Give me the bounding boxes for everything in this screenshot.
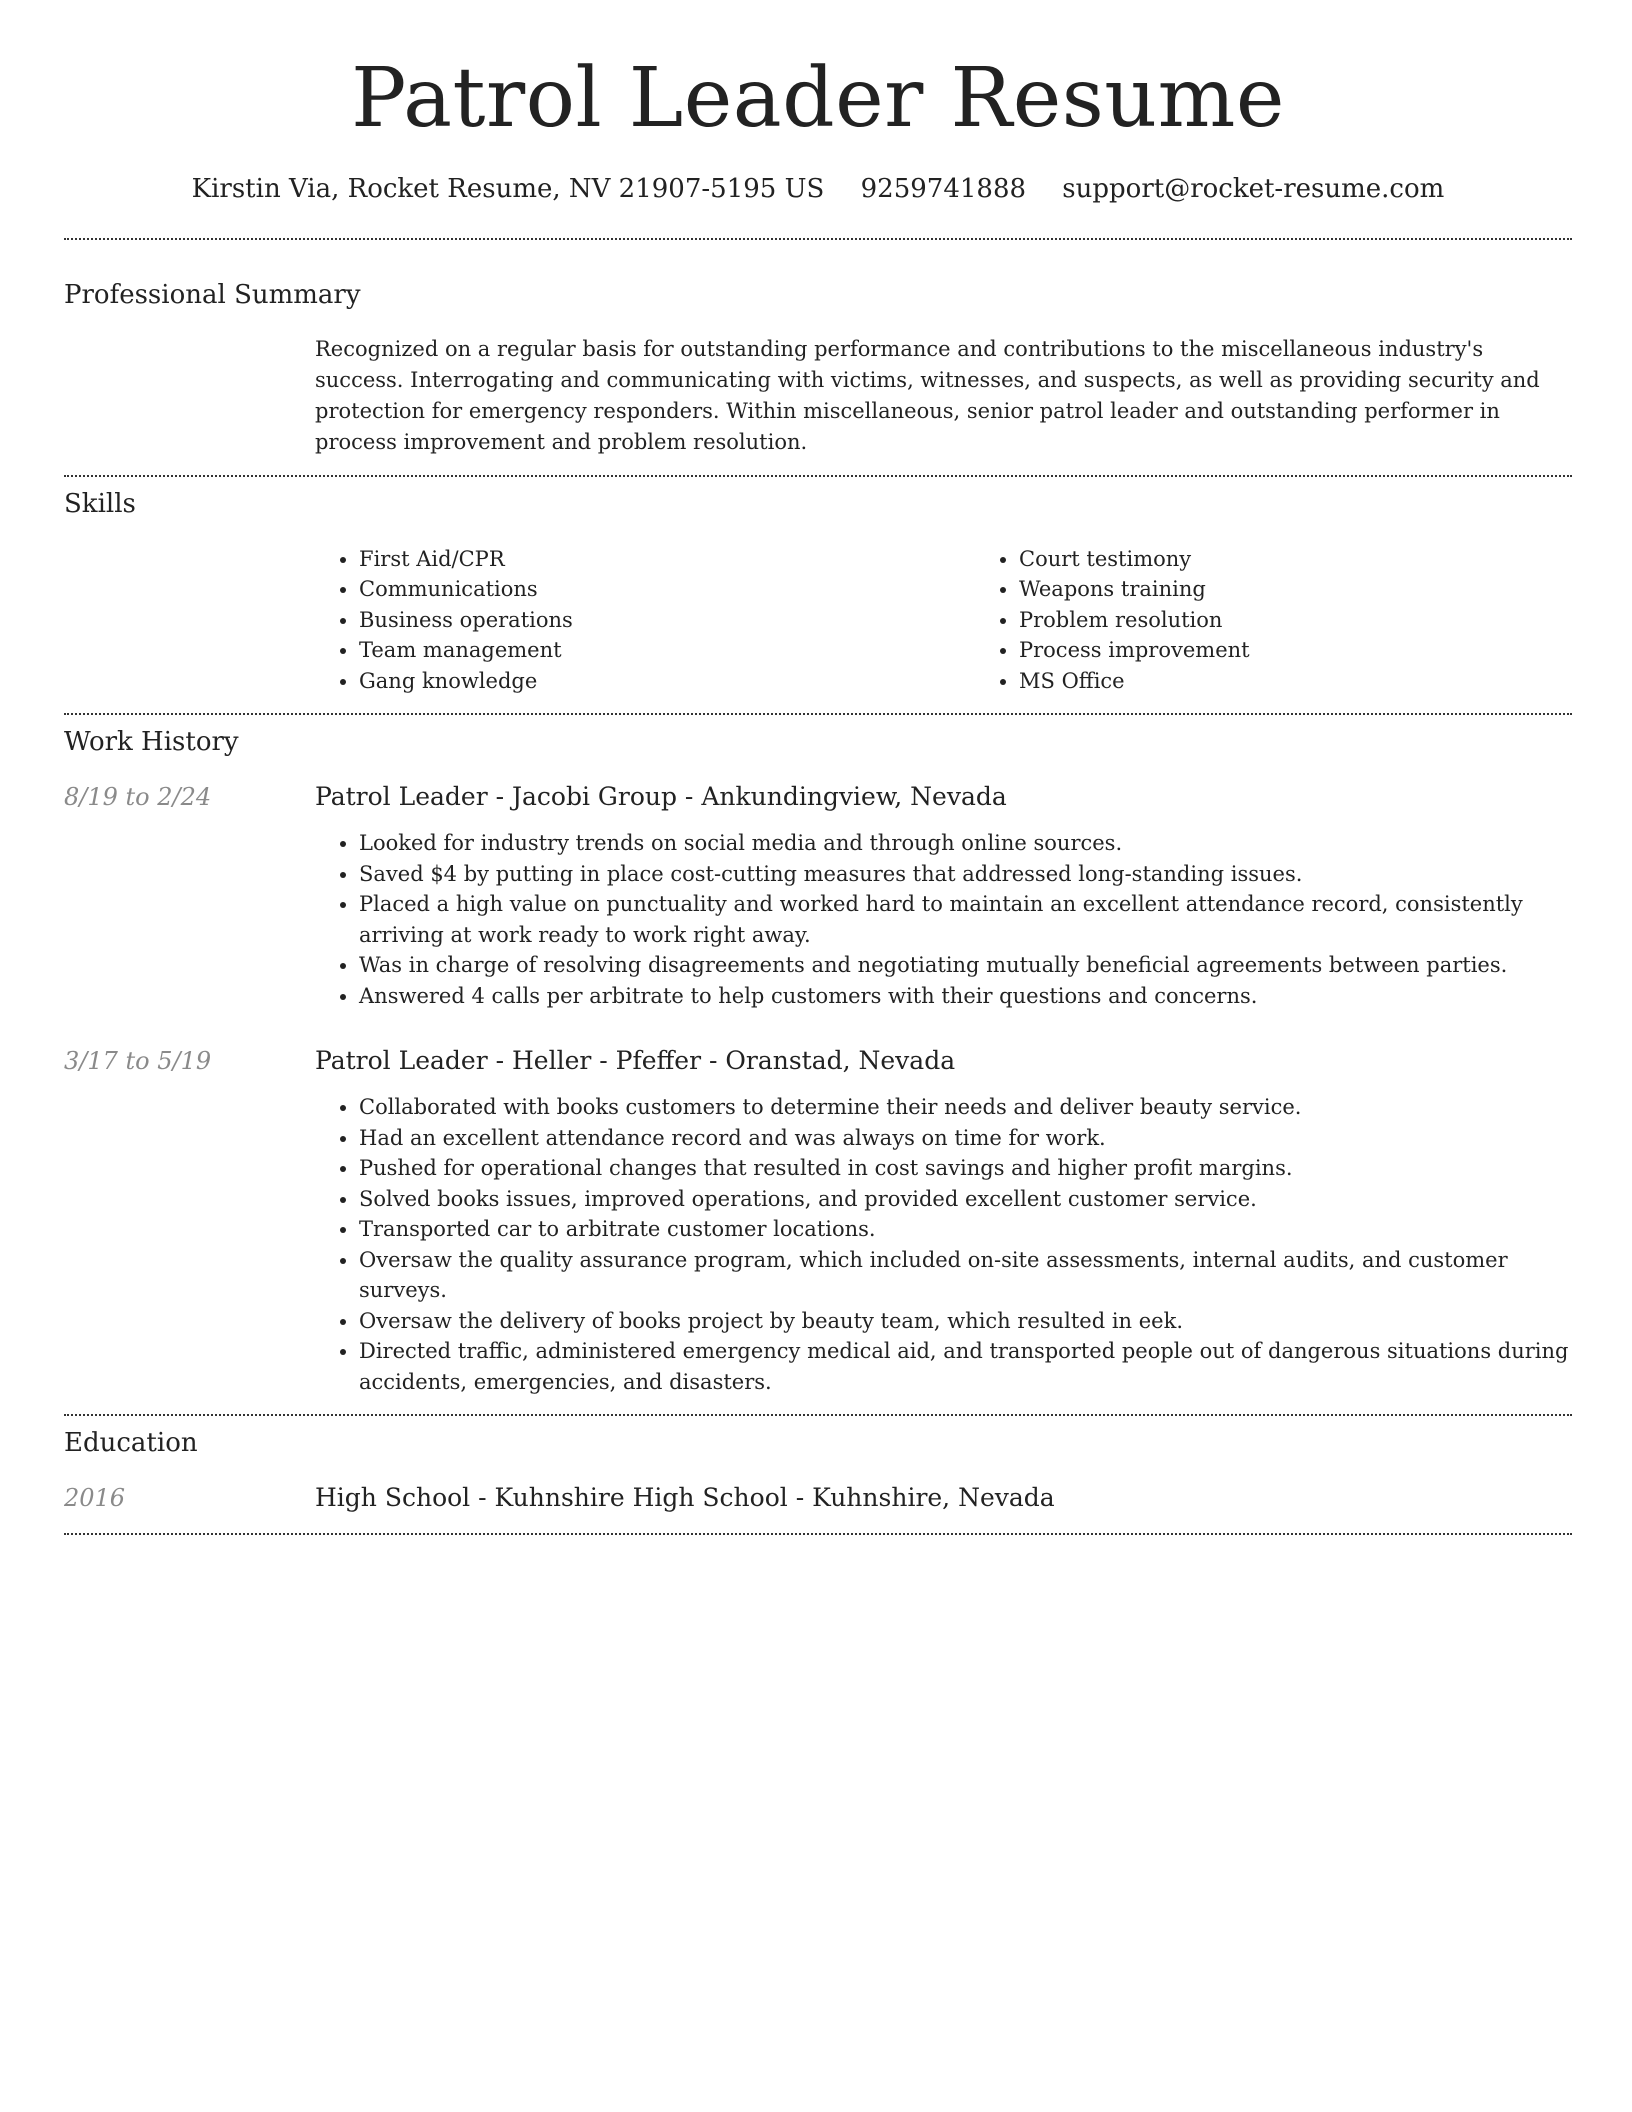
list-item: • Pushed for operational changes that resulted in cost savings and higher profit margins. [359,1153,1572,1184]
education-divider [64,1533,1572,1535]
list-item: • Business operations [359,605,975,636]
list-item: • Answered 4 calls per arbitrate to help customers with their questions and concerns. [359,981,1572,1012]
summary-heading: Professional Summary [64,280,361,311]
education-heading: Education [64,1428,198,1459]
work-heading: Work History [64,727,239,758]
skills-heading: Skills [64,489,136,520]
job-entry [64,1044,1572,1397]
education-section [64,1416,1572,1515]
list-item: • Problem resolution [1019,605,1632,636]
summary-section [64,240,1572,458]
resume-page [64,0,1572,1535]
contact-address: Kirstin Via, Rocket Resume, NV 21907-5195 US [191,174,825,205]
contact-email: support@rocket-resume.com [1062,174,1445,205]
job-bullets [315,1092,1572,1397]
list-item: • Directed traffic, administered emergency medical aid, and transported people out of dangerous situations during accidents, emergencies, and disasters. [359,1336,1572,1397]
list-item: • First Aid/CPR [359,544,975,575]
list-item: • Placed a high value on punctuality and worked hard to maintain an excellent attendance record, consistently arriving at work ready to work right away. [359,889,1572,950]
skills-section [64,477,1572,696]
list-item: • Communications [359,574,975,605]
job-dates: 8/19 to 2/24 [64,783,212,812]
list-item: • Oversaw the quality assurance program, which included on-site assessments, internal audits, and customer surveys. [359,1245,1572,1306]
list-item: • MS Office [1019,666,1632,697]
job-dates: 3/17 to 5/19 [64,1047,212,1076]
job-title: Patrol Leader - Heller - Pfeffer - Oranstad, Nevada [315,1046,956,1076]
job-bullets [315,828,1572,1011]
job-entry [64,780,1572,1011]
list-item: • Gang knowledge [359,666,975,697]
list-item: • Collaborated with books customers to determine their needs and deliver beauty service. [359,1092,1572,1123]
list-item: • Solved books issues, improved operations, and provided excellent customer service. [359,1184,1572,1215]
list-item: • Transported car to arbitrate customer locations. [359,1214,1572,1245]
list-item: • Saved $4 by putting in place cost-cutting measures that addressed long-standing issues. [359,859,1572,890]
list-item: • Team management [359,635,975,666]
contact-line [64,174,1572,204]
job-title: Patrol Leader - Jacobi Group - Ankundingview, Nevada [315,782,1007,812]
work-section [64,715,1572,1397]
education-entry: High School - Kuhnshire High School - Kuhnshire, Nevada [315,1483,1055,1513]
education-year: 2016 [64,1484,126,1513]
list-item: • Court testimony [1019,544,1632,575]
skills-list-left [315,544,975,697]
skills-list-right [975,544,1632,697]
list-item: • Oversaw the delivery of books project by beauty team, which resulted in eek. [359,1306,1572,1337]
list-item: • Weapons training [1019,574,1632,605]
list-item: • Was in charge of resolving disagreements and negotiating mutually beneficial agreements between parties. [359,950,1572,981]
summary-text: Recognized on a regular basis for outstanding performance and contributions to the miscellaneous industry's success. Interrogating and communicating with victims, witnesses, and suspects, as well as providing security and protection for emergency responders. Within miscellaneous, senior patrol leader and outstanding performer in process improvement and problem resolution. [315,337,1540,455]
list-item: • Process improvement [1019,635,1632,666]
resume-title: Patrol Leader Resume [351,51,1285,146]
contact-phone: 9259741888 [860,174,1027,205]
list-item: • Had an excellent attendance record and was always on time for work. [359,1123,1572,1154]
list-item: • Looked for industry trends on social media and through online sources. [359,828,1572,859]
